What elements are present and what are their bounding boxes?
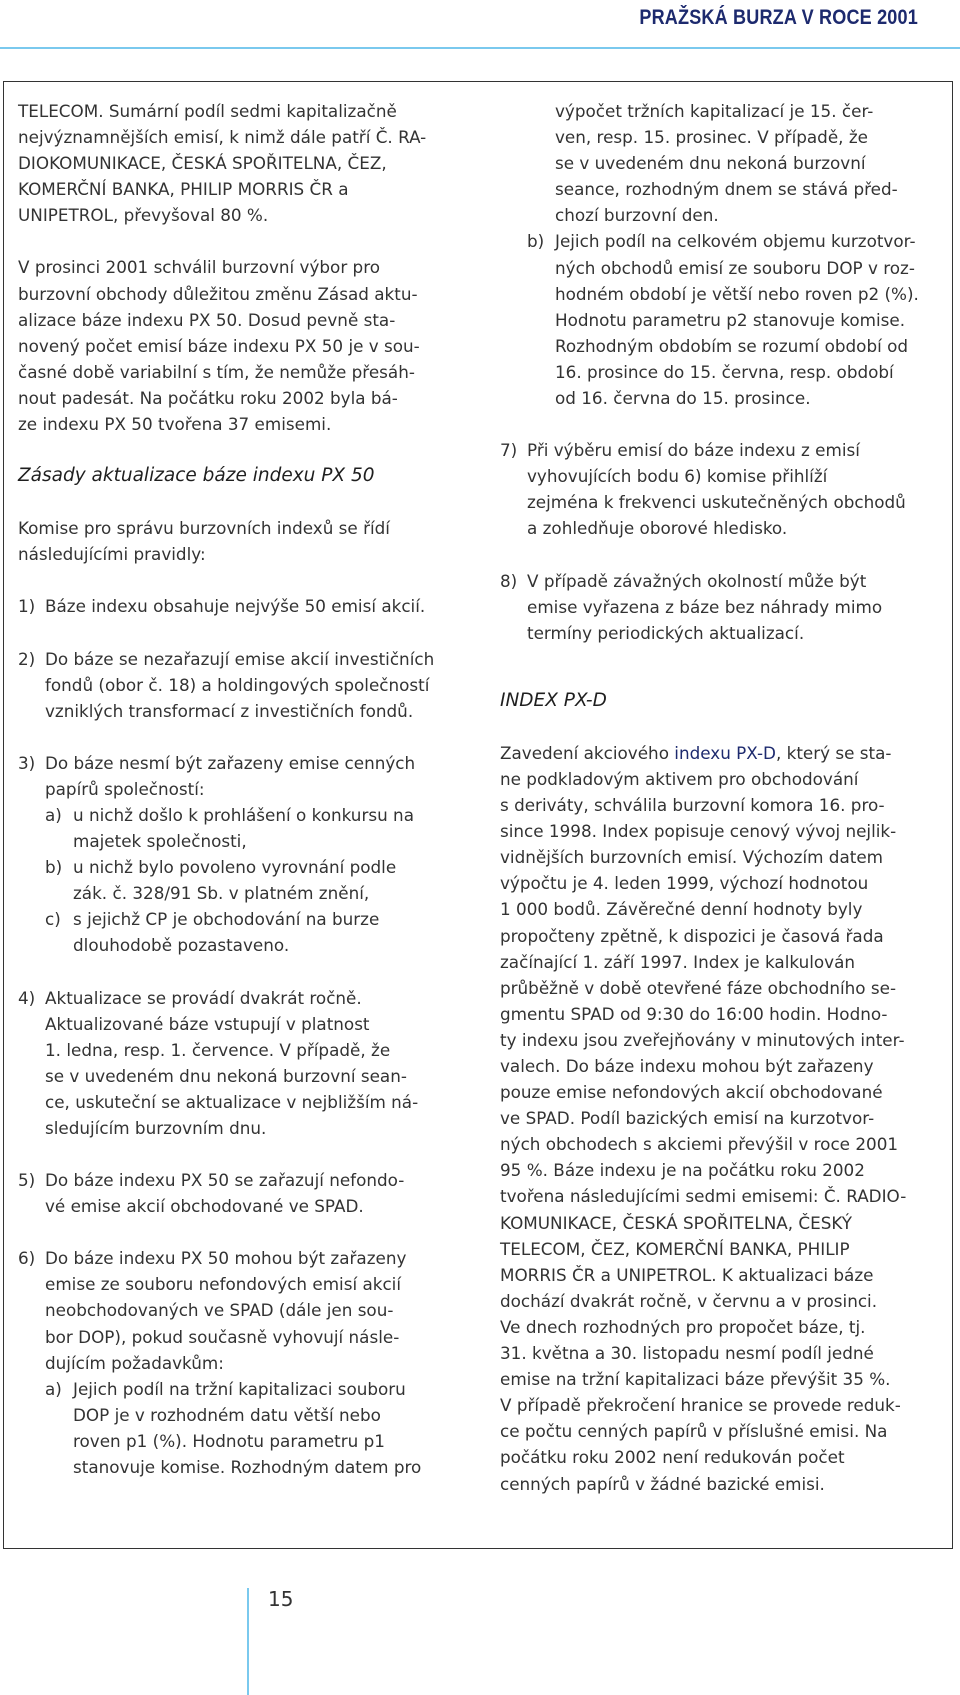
item-line: hodném období je větší nebo roven p2 (%). [555,283,919,304]
index-change-paragraph-line: burzovní obchody důležitou změnu Zásad aktu- [18,283,418,304]
px-d-body-line: ne podkladovým aktivem pro obchodování [500,768,859,789]
item-line: Při výběru emisí do báze indexu z emisí [527,440,860,461]
item-line: Rozhodným obdobím se rozumí období od [555,335,909,356]
rule-6a [18,1376,458,1480]
item-line: vzniklých transformací z investičních fondů. [45,700,414,721]
item-text [527,571,882,643]
lead-paragraph-line: DIOKOMUNIKACE, ČESKÁ SPOŘITELNA, ČEZ, [18,153,387,174]
rule-6a-continued-text-line: se v uvedeném dnu nekoná burzovní [555,153,866,174]
index-change-paragraph-line: alizace báze indexu PX 50. Dosud pevně sta- [18,309,396,330]
page-number: 15 [268,1587,294,1611]
running-title: PRAŽSKÁ BURZA V ROCE 2001 [639,6,918,29]
px-d-heading: INDEX PX-D [500,689,607,711]
item-text [73,805,414,851]
item-text [73,857,396,903]
rule-3-block [18,750,458,959]
item-text [73,909,379,955]
item-line: majetek společnosti, [73,831,247,852]
item-text [45,649,434,721]
index-change-paragraph-line: novený počet emisí báze indexu PX 50 je v sou- [18,335,420,356]
rule-3a [18,802,458,854]
intro-paragraph [18,515,458,567]
px-d-body-line: cenných papírů v žádné bazické emisi. [500,1473,825,1494]
px-d-body-line: tvořena následujícími sedmi emisemi: Č. RADIO- [500,1186,907,1207]
header-rule [0,47,960,49]
item-line: emise ze souboru nefondových emisí akcií [45,1274,402,1295]
item-number: b) [45,857,63,878]
page-header [0,0,960,50]
item-number: 6) [18,1248,36,1269]
item-line: od 16. června do 15. prosince. [555,388,811,409]
item-line: u nichž bylo povoleno vyrovnání podle [73,857,397,878]
px-d-body-line: ty indexu jsou zveřejňovány v minutových inter- [500,1029,905,1050]
item-text [527,440,906,538]
item-number: a) [45,804,62,825]
px-d-body-line: průběžně v době otevřené fáze obchodního se- [500,977,897,998]
px-d-body-line: ce počtu cenných papírů v příslušné emisi. Na [500,1421,888,1442]
item-line: emise vyřazena z báze bez náhrady mimo [527,596,883,617]
item-line: fondů (obor č. 18) a holdingových společností [45,674,430,695]
px-d-body-line: MORRIS ČR a UNIPETROL. K aktualizaci báze [500,1264,874,1285]
item-line: DOP je v rozhodném datu větší nebo [73,1404,381,1425]
rule-4 [18,985,458,1142]
item-line: dlouhodobě pozastaveno. [73,935,290,956]
rule-6b [500,228,930,411]
item-line: Do báze indexu PX 50 mohou být zařazeny [45,1248,407,1269]
item-line: vé emise akcií obchodované ve SPAD. [45,1196,364,1217]
index-change-paragraph-line: nout padesát. Na počátku roku 2002 byla bá- [18,387,398,408]
item-line: dujícím požadavkům: [45,1352,224,1373]
item-line: u nichž došlo k prohlášení o konkursu na [73,804,414,825]
rule-3c [18,906,458,958]
item-line: termíny periodických aktualizací. [527,622,805,643]
item-number: 4) [18,987,36,1008]
px-d-body-after: , který se sta- [775,742,892,763]
item-number: b) [527,231,545,252]
left-column [18,98,458,1480]
item-number: 7) [500,440,518,461]
item-line: Aktualizované báze vstupují v platnost [45,1013,370,1034]
item-text [45,596,425,616]
item-text [45,1170,404,1216]
item-line: a zohledňuje oborové hledisko. [527,518,788,539]
px-d-body-line: gmentu SPAD od 9:30 do 16:00 hodin. Hodno- [500,1003,888,1024]
px-d-body-line: začínající 1. září 1997. Index je kalkulován [500,951,855,972]
px-d-body-line: ných obchodech s akciemi převýšil v roce 2001 [500,1134,899,1155]
px-d-body-line: vidnějších burzovních emisí. Výchozím datem [500,847,883,868]
px-d-body-line: TELECOM, ČEZ, KOMERČNÍ BANKA, PHILIP [500,1238,850,1259]
px-d-body-line: 31. května a 30. listopadu nesmí podíl jedné [500,1343,874,1364]
item-line: ných obchodů emisí ze souboru DOP v roz- [555,257,915,278]
lead-paragraph-line: TELECOM. Sumární podíl sedmi kapitalizačně [18,101,397,121]
px-d-body-line: since 1998. Index popisuje cenový vývoj nejlik- [500,821,897,842]
px-d-body-line: Ve dnech rozhodných pro propočet báze, tj. [500,1316,866,1337]
item-line: Jejich podíl na tržní kapitalizaci souboru [73,1378,406,1399]
item-text [73,1379,421,1477]
item-line: ce, uskuteční se aktualizace v nejbližším ná- [45,1091,419,1112]
item-line: zejména k frekvenci uskutečněných obchodů [527,492,906,513]
item-line: zák. č. 328/91 Sb. v platném znění, [73,883,370,904]
item-line: Aktualizace se provádí dvakrát ročně. [45,987,362,1008]
item-line: Do báze indexu PX 50 se zařazují nefondo- [45,1170,405,1191]
px-d-body-line: KOMUNIKACE, ČESKÁ SPOŘITELNA, ČESKÝ [500,1212,853,1233]
px-d-body [500,769,906,1494]
item-line: vyhovujících bodu 6) komise přihlíží [527,466,828,487]
rule-3b [18,854,458,906]
px-d-body-line: s deriváty, schválila burzovní komora 16. pro- [500,795,885,816]
rule-6a-continued-text-line: výpočet tržních kapitalizací je 15. čer- [555,101,874,121]
item-line: papírů společností: [45,778,205,799]
item-number: 8) [500,570,518,591]
rule-8 [500,568,930,646]
item-line: Báze indexu obsahuje nejvýše 50 emisí akcií. [45,596,426,617]
item-number: 3) [18,752,36,773]
item-line: Jejich podíl na celkovém objemu kurzotvor- [555,231,916,252]
px-d-body-line: dochází dvakrát ročně, v červnu a v prosinci. [500,1290,878,1311]
lead-paragraph-line: nejvýznamnějších emisí, k nimž dále patří Č. RA- [18,127,427,148]
item-line: se v uvedeném dnu nekoná burzovní sean- [45,1065,407,1086]
px-d-body-line: valech. Do báze indexu mohou být zařazeny [500,1056,874,1076]
item-line: 16. prosince do 15. června, resp. období [555,361,894,382]
rule-6a-continued-text [555,98,930,228]
item-line: V případě závažných okolností může být [527,570,867,591]
item-line: s jejichž CP je obchodování na burze [73,909,380,930]
item-text [45,1248,406,1372]
intro-paragraph-line: následujícími pravidly: [18,544,206,565]
item-number: 5) [18,1170,36,1191]
px-d-body-line: V případě překročení hranice se provede reduk- [500,1395,901,1416]
index-change-paragraph-line: ze indexu PX 50 tvořena 37 emisemi. [18,414,332,435]
item-number: c) [45,909,61,930]
px-d-body-start: Zavedení akciového [500,742,675,763]
item-line: Do báze se nezařazují emise akcií investičních [45,648,435,669]
index-change-paragraph-line: V prosinci 2001 schválil burzovní výbor pro [18,257,381,278]
px-d-body-line: emise na tržní kapitalizaci báze převýšit 35 %. [500,1369,891,1390]
item-line: stanovuje komise. Rozhodným datem pro [73,1457,422,1478]
item-line: sledujícím burzovním dnu. [45,1118,267,1138]
px-d-body-line: výpočtu je 4. leden 1999, výchozí hodnotou [500,873,869,894]
footer-rule [247,1588,249,1695]
index-change-paragraph-line: časné době variabilní s tím, že nemůže přesáh- [18,361,415,382]
item-text [45,753,415,799]
section-heading: Zásady aktualizace báze indexu PX 50 [18,465,375,487]
item-text [45,988,418,1138]
item-number: 1) [18,596,36,617]
index-change-paragraph [18,254,458,437]
rule-6-block [18,1245,458,1480]
item-number: 2) [18,648,36,669]
px-d-body-line: ve SPAD. Podíl bazických emisí na kurzotvor- [500,1108,875,1129]
right-column [500,98,930,1497]
rule-7 [500,437,930,541]
item-line: Do báze nesmí být zařazeny emise cenných [45,752,416,773]
px-d-body-line: počátku roku 2002 není redukován počet [500,1447,845,1468]
rule-6a-continued-text-line: chozí burzovní den. [555,205,719,226]
rule-5 [18,1167,458,1219]
rule-1 [18,593,458,619]
px-d-body-line: propočteny zpětně, k dispozici je časová řada [500,925,884,946]
item-text [555,231,919,408]
rule-6a-continued-text-line: ven, resp. 15. prosinec. V případě, že [555,127,868,148]
item-line: Hodnotu parametru p2 stanovuje komise. [555,309,906,330]
px-d-body-line: 1 000 bodů. Závěrečné denní hodnoty byly [500,899,863,920]
px-d-body-line: pouze emise nefondových akcií obchodované [500,1082,883,1103]
px-d-body-line: 95 %. Báze indexu je na počátku roku 2002 [500,1160,865,1181]
lead-paragraph-line: UNIPETROL, převyšoval 80 %. [18,205,269,226]
rule-6a-continued-text-line: seance, rozhodným dnem se stává před- [555,179,898,200]
item-line: 1. ledna, resp. 1. července. V případě, že [45,1039,391,1060]
lead-paragraph-line: KOMERČNÍ BANKA, PHILIP MORRIS ČR a [18,179,349,200]
px-d-paragraph [500,740,930,1497]
intro-paragraph-line: Komise pro správu burzovních indexů se řídí [18,518,390,539]
rule-2 [18,646,458,724]
px-d-highlight: indexu PX-D [674,742,776,763]
rule-6 [18,1245,458,1375]
rule-6a-continuation [500,98,930,228]
item-number: a) [45,1378,62,1399]
item-line: roven p1 (%). Hodnotu parametru p1 [73,1430,385,1451]
lead-paragraph [18,98,458,254]
rule-3 [18,750,458,802]
item-line: bor DOP), pokud současně vyhovují násle- [45,1326,400,1347]
item-line: neobchodovaných ve SPAD (dále jen sou- [45,1300,394,1321]
